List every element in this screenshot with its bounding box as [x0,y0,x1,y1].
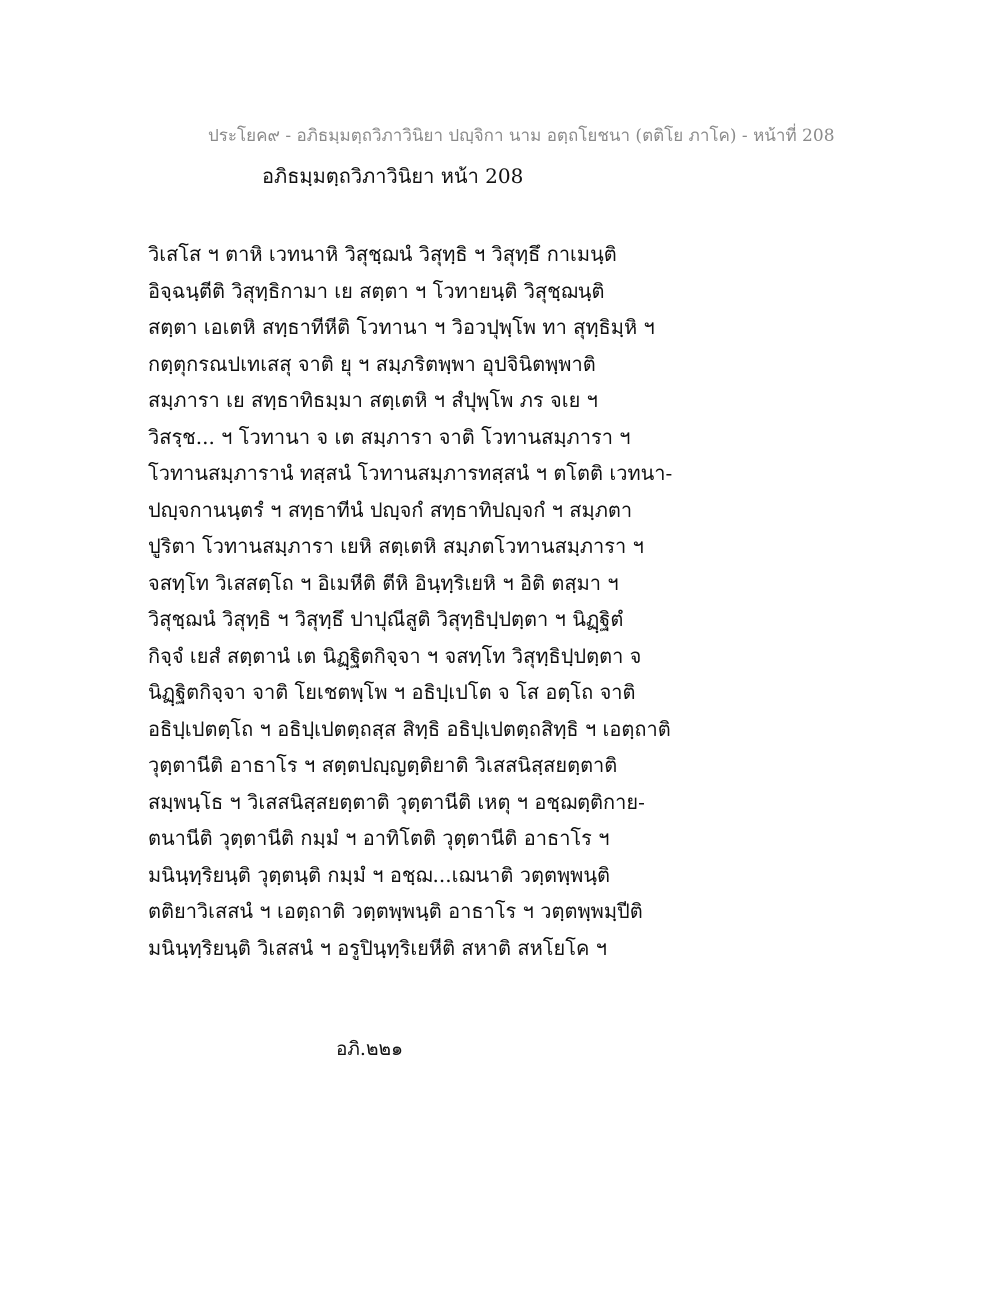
text-line: นิฏฺฐิตกิจฺจา จาติ โยเชตพฺโพ ฯ อธิปฺเปโต จ โส อตฺโถ จาติ [148,680,636,704]
text-line: วิสรฺช... ฯ โวทานา จ เต สมฺภารา จาติ โวทานสมฺภารา ฯ [148,424,631,449]
text-line: สตฺตา เอเตหิ สทฺธาทีหีติ โวทานา ฯ วิอวปุพฺโพ ทา สุทฺธิมฺหิ ฯ [148,315,655,339]
running-header: ประโยค๙ - อภิธมฺมตฺถวิภาวินิยา ปญฺจิกา นาม อตฺถโยชนา (ตติโย ภาโค) - หน้าที่ 208 [208,126,835,146]
text-line: ปูริตา โวทานสมฺภารา เยหิ สตฺเตหิ สมฺภตโวทานสมฺภารา ฯ [148,534,644,558]
text-line: ปญฺจกานนฺตรํ ฯ สทฺธาทีนํ ปญฺจกํ สทฺธาทิปญฺจกํ ฯ สมฺภตา [148,497,633,522]
page-footer: อภิ.๒๒๑ [336,1038,404,1060]
book-title: อภิธมฺมตฺถวิภาวินิยา หน้า 208 [262,164,524,188]
text-line: กตฺตุกรณปเทเสสุ จาติ ยุ ฯ สมฺภริตพฺพา อุปจินิตพฺพาติ [148,351,596,376]
text-line: มนินฺทฺริยนฺติ วิเสสนํ ฯ อรูปินฺทฺริเยหีติ สหาติ สหโยโค ฯ [148,935,607,960]
text-line: สมฺพนฺโธ ฯ วิเสสนิสฺสยตฺตาติ วุตฺตานีติ เหตุ ฯ อชฺฌตฺติกาย- [148,789,645,814]
body-text [148,236,688,966]
text-line: มนินฺทฺริยนฺติ วุตฺตนฺติ กมฺมํ ฯ อชฺฌ...เฌนาติ วตฺตพฺพนฺติ [148,862,610,887]
text-line: กิจฺจํ เยสํ สตฺตานํ เต นิฏฺฐิตกิจฺจา ฯ จสทฺโท วิสุทฺธิปฺปตฺตา จ [148,643,642,668]
text-line: วิเสโส ฯ ตาหิ เวทนาหิ วิสุชฺฌนํ วิสุทฺธิ ฯ วิสุทฺธึ กาเมนฺติ [148,242,617,266]
text-line: โวทานสมฺภารานํ ทสฺสนํ โวทานสมฺภารทสฺสนํ ฯ ตโตติ เวทนา- [148,461,673,485]
text-line: วิสุชฺฌนํ วิสุทฺธิ ฯ วิสุทฺธึ ปาปุณีสูติ วิสุทฺธิปฺปตฺตา ฯ นิฏฺฐิตํ [148,607,624,631]
text-line: จสทฺโท วิเสสตฺโถ ฯ อิเมหีติ ตีหิ อินฺทฺริเยหิ ฯ อิติ ตสฺมา ฯ [148,570,619,595]
text-line: วุตฺตานีติ อาธาโร ฯ สตฺตปญฺญตฺติยาติ วิเสสนิสฺสยตฺตาติ [148,753,618,777]
text-line: ตนานีติ วุตฺตานีติ กมฺมํ ฯ อาทิโตติ วุตฺตานีติ อาธาโร ฯ [148,826,610,850]
text-line: สมฺภารา เย สทฺธาทิธมฺมา สตฺเตหิ ฯ สํปุพฺโพ ภร จเย ฯ [148,388,598,412]
text-line: อธิปฺเปตตฺโถ ฯ อธิปฺเปตตฺถสฺส สิทฺธิ อธิปฺเปตตฺถสิทฺธิ ฯ เอตฺถาติ [148,716,671,741]
text-line: ตติยาวิเสสนํ ฯ เอตฺถาติ วตฺตพฺพนฺติ อาธาโร ฯ วตฺตพฺพมฺปีติ [148,899,643,923]
text-line: อิจฺฉนฺตีติ วิสุทฺธิกามา เย สตฺตา ฯ โวทายนฺติ วิสุชฺฌนฺติ [148,278,605,303]
